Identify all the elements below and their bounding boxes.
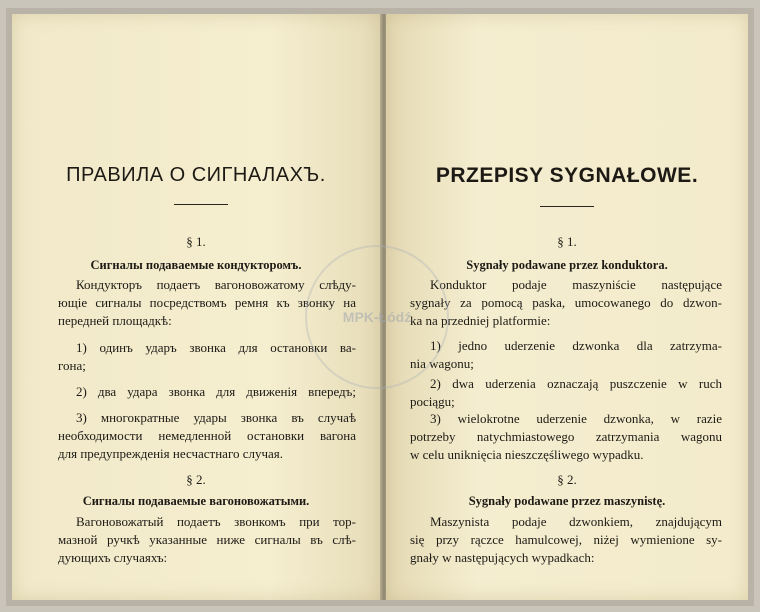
right-s1-line: potrzeby natychmiastowego zatrzymania wagonu [410,429,722,444]
left-s1-line: передней площадкѣ: [58,313,172,328]
left-s1-line: Кондукторъ подаетъ вагоновожатому слѣду- [76,277,356,292]
left-s2-line: мазной ручкѣ указанные ниже сигналы въ слѣ- [58,532,356,547]
right-title-rule [540,206,594,207]
right-s1-line: 3) wielokrotne uderzenie dzwonka, w razie [430,411,722,426]
watermark-text: MPK-Łódź [342,309,412,325]
right-s2-line: się przy rączce hamulcowej, niżej wymienione sy- [410,532,722,547]
left-section1-mark: § 1. [186,234,206,249]
right-s2-line: Maszynista podaje dzwonkiem, znajdującym [430,514,722,529]
left-s1-line: 1) одинъ ударъ звонка для остановки ва- [76,340,356,355]
left-title-rule [174,204,228,205]
left-s2-line: дующихъ случаяхъ: [58,550,168,565]
right-page [386,14,748,600]
left-s1-line: 3) многократные удары звонка въ случаѣ [76,410,356,425]
left-s2-line: Вагоновожатый подаетъ звонкомъ при тор- [76,514,356,529]
right-s1-line: sygnały za pomocą paska, umocowanego do dzwon- [410,295,722,310]
left-section1-heading: Сигналы подаваемые кондукторомъ. [90,258,302,272]
right-page-title: PRZEPISY SYGNAŁOWE. [435,164,699,187]
right-s1-line: 2) dwa uderzenia oznaczają puszczenie w ruch [430,376,722,391]
right-section2-mark: § 2. [557,472,577,487]
right-s1-line: ka na przedniej platformie: [410,313,551,328]
right-s1-line: nia wagonu; [410,356,474,371]
left-s1-line: 2) два удара звонка для движенія впередъ; [76,384,356,399]
right-s1-line: w celu uniknięcia nieszczęśliwego wypadku. [410,447,644,462]
left-s1-line: ющіе сигналы посредствомъ ремня къ звонку на [58,295,356,310]
left-section2-mark: § 2. [186,472,206,487]
right-s2-line: gnały w następujących wypadkach: [410,550,595,565]
right-s1-line: 1) jedno uderzenie dzwonka dla zatrzyma- [430,338,722,353]
right-section2-heading: Sygnały podawane przez maszynistę. [468,494,666,508]
left-section2-heading: Сигналы подаваемые вагоновожатыми. [82,494,310,508]
right-section1-mark: § 1. [557,234,577,249]
right-s1-line: Konduktor podaje maszyniście następujące [430,277,722,292]
left-s1-line: гона; [58,358,86,373]
left-page-title: ПРАВИЛА О СИГНАЛАХЪ. [66,164,326,186]
right-section1-heading: Sygnały podawane przez konduktora. [466,258,668,272]
left-page [12,14,380,600]
left-s1-line: необходимости немедленной остановки вагона [58,428,356,443]
right-s1-line: pociągu; [410,394,455,409]
left-s1-line: для предупрежденія несчастнаго случая. [58,446,283,461]
